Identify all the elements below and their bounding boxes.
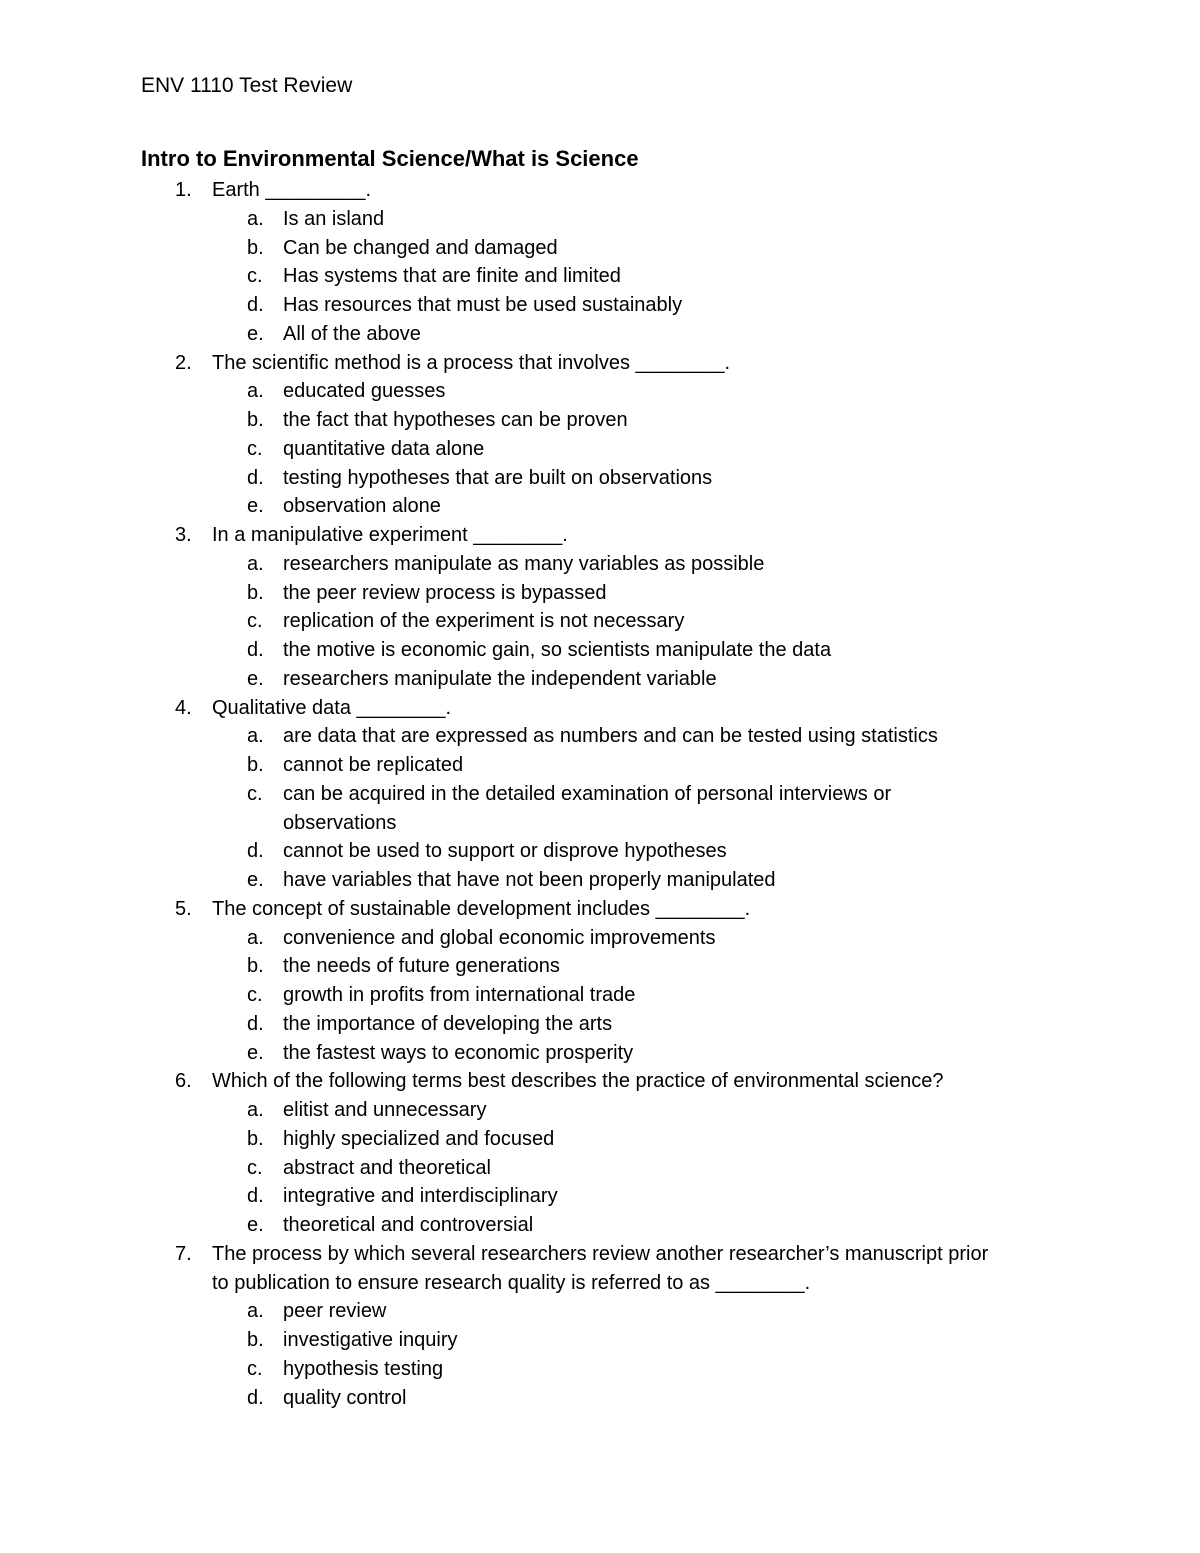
question-number: 3. [175, 524, 192, 546]
answer-option [0, 1211, 1200, 1240]
section-title: Intro to Environmental Science/What is Science [141, 146, 639, 171]
option-letter: e. [247, 667, 264, 690]
answer-option [0, 406, 1200, 435]
option-text: integrative and interdisciplinary [283, 1185, 558, 1208]
option-letter: a. [247, 1099, 264, 1121]
option-letter: c. [247, 265, 263, 288]
option-text: researchers manipulate as many variables as possible [283, 552, 765, 575]
option-text: quality control [283, 1386, 407, 1409]
option-text: cannot be used to support or disprove hypotheses [283, 840, 727, 863]
question-number: 1. [175, 179, 192, 201]
option-letter: a. [247, 552, 264, 575]
answer-option [0, 1096, 1200, 1125]
question-text: to publication to ensure research quality is referred to as ________. [212, 1271, 811, 1294]
answer-option [0, 952, 1200, 981]
option-text: testing hypotheses that are built on observations [283, 466, 713, 489]
answer-option-line [0, 636, 1200, 665]
answer-option [0, 320, 1200, 349]
question-number: 6. [175, 1070, 192, 1093]
answer-option-line [0, 981, 1200, 1010]
question-text: Earth _________. [212, 179, 372, 201]
option-letter: d. [247, 294, 264, 316]
option-letter: c. [247, 782, 263, 805]
answer-option [0, 1297, 1200, 1326]
question-line [0, 521, 1200, 550]
answer-option [0, 866, 1200, 895]
answer-option [0, 435, 1200, 464]
answer-option-line [0, 234, 1200, 263]
answer-option-line [0, 665, 1200, 694]
answer-option-line [0, 205, 1200, 234]
option-letter: e. [247, 495, 264, 518]
question-text: The process by which several researchers review another researcher’s manuscript prior [212, 1242, 989, 1265]
option-text: Can be changed and damaged [283, 236, 558, 259]
option-text: the motive is economic gain, so scientists manipulate the data [283, 639, 832, 661]
answer-option [0, 924, 1200, 953]
option-letter: b. [247, 754, 264, 776]
answer-option [0, 234, 1200, 263]
option-text: All of the above [283, 322, 421, 345]
answer-option [0, 722, 1200, 751]
question-line [0, 1067, 1200, 1096]
answer-option [0, 464, 1200, 493]
answer-option-line [0, 607, 1200, 636]
question-number: 7. [175, 1242, 192, 1265]
answer-option [0, 751, 1200, 780]
answer-option [0, 607, 1200, 636]
question-line [0, 176, 1200, 205]
question-list [0, 176, 1200, 1412]
answer-option [0, 1039, 1200, 1068]
option-letter: c. [247, 610, 263, 633]
answer-option-line [0, 1154, 1200, 1183]
option-text: are data that are expressed as numbers and can be tested using statistics [283, 725, 938, 748]
option-letter: d. [247, 466, 264, 489]
option-text: have variables that have not been properly manipulated [283, 869, 776, 891]
answer-option [0, 1384, 1200, 1413]
option-letter: e. [247, 1214, 264, 1236]
question-item [0, 694, 1200, 895]
answer-option-line [0, 262, 1200, 291]
option-letter: d. [247, 1012, 264, 1035]
question-item [0, 521, 1200, 694]
option-text: the peer review process is bypassed [283, 581, 607, 604]
option-text: theoretical and controversial [283, 1214, 534, 1236]
answer-option-line [0, 1297, 1200, 1326]
answer-option [0, 1010, 1200, 1039]
question-item [0, 349, 1200, 522]
answer-option-line [0, 780, 1200, 809]
option-text: growth in profits from international trade [283, 984, 636, 1006]
option-letter: e. [247, 322, 264, 345]
answer-option-line [0, 722, 1200, 751]
answer-option [0, 1326, 1200, 1355]
answer-option-line [0, 579, 1200, 608]
answer-option-line [0, 464, 1200, 493]
question-line [0, 694, 1200, 723]
answer-option [0, 981, 1200, 1010]
option-letter: a. [247, 926, 264, 949]
answer-option [0, 377, 1200, 406]
option-letter: b. [247, 955, 264, 978]
option-text: abstract and theoretical [283, 1156, 491, 1179]
option-letter: d. [247, 1386, 264, 1409]
option-letter: c. [247, 437, 263, 460]
option-text: can be acquired in the detailed examination of personal interviews or [283, 782, 892, 805]
question-text: The concept of sustainable development includes ________. [212, 897, 751, 920]
answer-option-line [0, 1125, 1200, 1154]
answer-option [0, 780, 1200, 838]
answer-option-line [0, 837, 1200, 866]
option-letter: c. [247, 1357, 263, 1380]
answer-option [0, 262, 1200, 291]
question-item [0, 176, 1200, 349]
option-text: the fastest ways to economic prosperity [283, 1041, 634, 1064]
option-letter: d. [247, 639, 264, 661]
option-letter: b. [247, 236, 264, 259]
question-text: The scientific method is a process that involves ________. [212, 351, 731, 374]
option-letter: a. [247, 380, 264, 403]
option-letter: b. [247, 581, 264, 604]
option-text: Has systems that are finite and limited [283, 265, 621, 288]
option-text: educated guesses [283, 380, 446, 403]
option-text: peer review [283, 1300, 387, 1323]
option-letter: e. [247, 869, 264, 891]
question-line [0, 895, 1200, 924]
option-letter: b. [247, 1329, 264, 1351]
answer-option-line [0, 866, 1200, 895]
option-text: Has resources that must be used sustainably [283, 294, 683, 316]
answer-option-line [0, 435, 1200, 464]
option-letter: d. [247, 1185, 264, 1208]
answer-option [0, 665, 1200, 694]
question-number: 5. [175, 897, 192, 920]
question-item [0, 895, 1200, 1068]
answer-option-line [0, 550, 1200, 579]
answer-option-line [0, 1211, 1200, 1240]
option-letter: d. [247, 840, 264, 863]
option-letter: b. [247, 409, 264, 431]
answer-option [0, 837, 1200, 866]
question-item [0, 1240, 1200, 1413]
document-header: ENV 1110 Test Review [141, 74, 353, 97]
question-number: 2. [175, 351, 192, 374]
answer-option [0, 291, 1200, 320]
answer-option-line [0, 406, 1200, 435]
option-text: convenience and global economic improvements [283, 926, 716, 949]
answer-option [0, 1154, 1200, 1183]
answer-option-line [0, 1355, 1200, 1384]
answer-option-line [0, 924, 1200, 953]
option-text: the needs of future generations [283, 955, 560, 978]
answer-option-line [0, 320, 1200, 349]
answer-option [0, 1355, 1200, 1384]
question-text: Which of the following terms best describes the practice of environmental science? [212, 1070, 944, 1093]
answer-option-line [0, 1384, 1200, 1413]
option-text: highly specialized and focused [283, 1127, 555, 1150]
answer-option-line [0, 809, 1200, 838]
answer-option-line [0, 1182, 1200, 1211]
option-letter: e. [247, 1041, 264, 1064]
option-text: the fact that hypotheses can be proven [283, 409, 628, 431]
option-text: observation alone [283, 495, 441, 518]
answer-option-line [0, 291, 1200, 320]
question-number: 4. [175, 696, 192, 719]
question-text: In a manipulative experiment ________. [212, 524, 568, 546]
answer-option [0, 492, 1200, 521]
answer-option [0, 1125, 1200, 1154]
option-text: the importance of developing the arts [283, 1012, 613, 1035]
option-letter: c. [247, 984, 263, 1006]
option-letter: c. [247, 1156, 263, 1179]
option-text: replication of the experiment is not necessary [283, 610, 685, 633]
option-text: investigative inquiry [283, 1329, 458, 1351]
option-letter: a. [247, 725, 264, 748]
option-text: elitist and unnecessary [283, 1099, 487, 1121]
answer-option-line [0, 751, 1200, 780]
answer-option-line [0, 377, 1200, 406]
option-text: cannot be replicated [283, 754, 464, 776]
answer-option [0, 579, 1200, 608]
option-text: quantitative data alone [283, 437, 485, 460]
answer-option-line [0, 492, 1200, 521]
option-text: researchers manipulate the independent variable [283, 667, 717, 690]
question-text: Qualitative data ________. [212, 696, 452, 719]
question-item [0, 1067, 1200, 1240]
answer-option [0, 636, 1200, 665]
answer-option-line [0, 1010, 1200, 1039]
answer-option-line [0, 1039, 1200, 1068]
answer-option [0, 205, 1200, 234]
option-letter: b. [247, 1127, 264, 1150]
answer-option [0, 550, 1200, 579]
option-text: hypothesis testing [283, 1357, 444, 1380]
answer-option-line [0, 1096, 1200, 1125]
option-text: observations [283, 811, 397, 834]
option-letter: a. [247, 1300, 264, 1323]
answer-option-line [0, 952, 1200, 981]
option-letter: a. [247, 207, 264, 230]
question-line [0, 1240, 1200, 1269]
question-line [0, 1269, 1200, 1298]
answer-option-line [0, 1326, 1200, 1355]
option-text: Is an island [283, 207, 385, 230]
question-line [0, 349, 1200, 378]
answer-option [0, 1182, 1200, 1211]
